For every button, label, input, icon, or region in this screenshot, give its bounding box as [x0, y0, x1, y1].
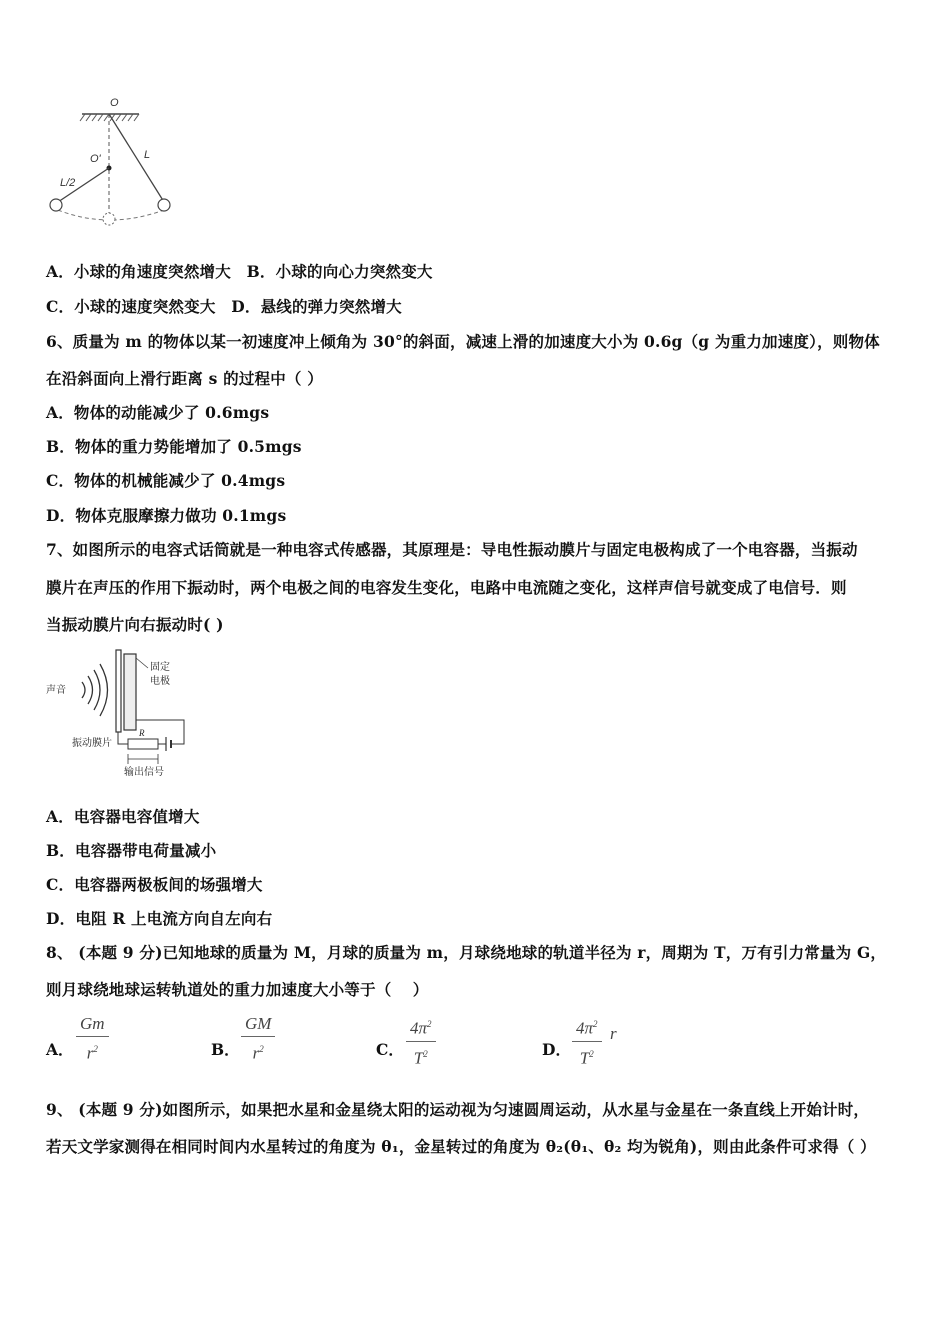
q9-stem-line2: 若天文学家测得在相同时间内水星转过的角度为 θ₁，金星转过的角度为 θ₂(θ₁、θ₂ 均为锐角)，则由此条件可求得（ ）: [46, 1137, 876, 1156]
fraction-tail: r: [610, 1024, 617, 1043]
q6-stem-line2: 在沿斜面向上滑行距离 s 的过程中（ ）: [46, 369, 323, 388]
resistor: [128, 739, 158, 749]
q7-stem-line1: 7、如图所示的电容式话筒就是一种电容式传感器，其原理是：导电性振动膜片与固定电极构成了一个电容器，当振动: [46, 540, 858, 559]
label-r: R: [139, 728, 145, 738]
label-sound: 声音: [46, 685, 66, 696]
circuit-wire-left: [118, 732, 128, 744]
q6-stem-line1: 6、质量为 m 的物体以某一初速度冲上倾角为 30°的斜面，减速上滑的加速度大小为 0.6g（g 为重力加速度），则物体: [46, 332, 880, 351]
label-fixed-2: 电极: [150, 676, 170, 687]
option-label: A．: [46, 1040, 74, 1059]
q7-stem-line3: 当振动膜片向右振动时( ): [46, 615, 224, 634]
ball-right: [158, 199, 170, 211]
microphone-figure: [44, 644, 194, 780]
q7-option-d: D．电阻 R 上电流方向自左向右: [46, 909, 273, 928]
q7-option-a: A．电容器电容值增大: [46, 807, 200, 826]
q8-stem-line1: 8、 (本题 9 分)已知地球的质量为 M，月球的质量为 m，月球绕地球的轨道半径为 r，周期为 T，万有引力常量为 G，: [46, 943, 887, 962]
q7-option-b: B．电容器带电荷量减小: [46, 841, 217, 860]
q7-stem-line2: 膜片在声压的作用下振动时，两个电极之间的电容发生变化，电路中电流随之变化，这样声信号就变成了电信号．则: [46, 578, 847, 597]
fraction: [76, 1012, 109, 1066]
label-l: L: [144, 149, 151, 161]
q9-stem-line1: 9、 (本题 9 分)如图所示，如果把水星和金星绕太阳的运动视为匀速圆周运动，从水星与金星在一条直线上开始计时，: [46, 1100, 870, 1119]
option-label: D．: [542, 1040, 571, 1059]
q8-stem-line2: 则月球绕地球运转轨道处的重力加速度大小等于（ ）: [46, 980, 429, 999]
diaphragm-plate: [116, 650, 121, 732]
q6-option-c: C．物体的机械能减少了 0.4mgs: [46, 471, 286, 490]
q6-option-d: D．物体克服摩擦力做功 0.1mgs: [46, 506, 287, 525]
label-fixed-1: 固定: [150, 662, 170, 673]
numerator: GM: [241, 1012, 275, 1037]
numerator: $4\pi^2$: [406, 1012, 436, 1042]
denominator: $T^2$: [413, 1048, 428, 1068]
q8-options: [46, 1008, 766, 1068]
fraction: [406, 1012, 436, 1070]
denominator: $r^2$: [86, 1043, 98, 1063]
fraction: [241, 1012, 275, 1066]
q5-options-line1: A．小球的角速度突然增大 B．小球的向心力突然变大: [46, 262, 433, 281]
numerator: Gm: [76, 1012, 109, 1037]
ball-left: [50, 199, 62, 211]
denominator: $T^2$: [579, 1048, 594, 1068]
q6-option-b: B．物体的重力势能增加了 0.5mgs: [46, 437, 302, 456]
option-label: C．: [376, 1040, 404, 1059]
denominator: $r^2$: [252, 1043, 264, 1063]
q5-options-line2: C．小球的速度突然变大 D．悬线的弹力突然增大: [46, 297, 402, 316]
label-half-l: L/2: [60, 177, 76, 189]
pendulum-figure: [44, 92, 194, 232]
q6-option-a: A．物体的动能减少了 0.6mgs: [46, 403, 270, 422]
ball-bottom: [103, 213, 115, 225]
q7-option-c: C．电容器两极板间的场强增大: [46, 875, 263, 894]
label-o-prime: O': [90, 153, 101, 165]
pendulum-string-long: [109, 114, 164, 202]
label-output: 输出信号: [124, 767, 164, 778]
label-diaphragm: 振动膜片: [72, 738, 112, 749]
label-o: O: [110, 97, 119, 109]
fraction: [572, 1012, 602, 1070]
numerator: $4\pi^2$: [572, 1012, 602, 1042]
option-label: B．: [211, 1040, 240, 1059]
fixed-electrode-plate: [124, 654, 136, 730]
sound-wave-icon: [82, 664, 108, 716]
